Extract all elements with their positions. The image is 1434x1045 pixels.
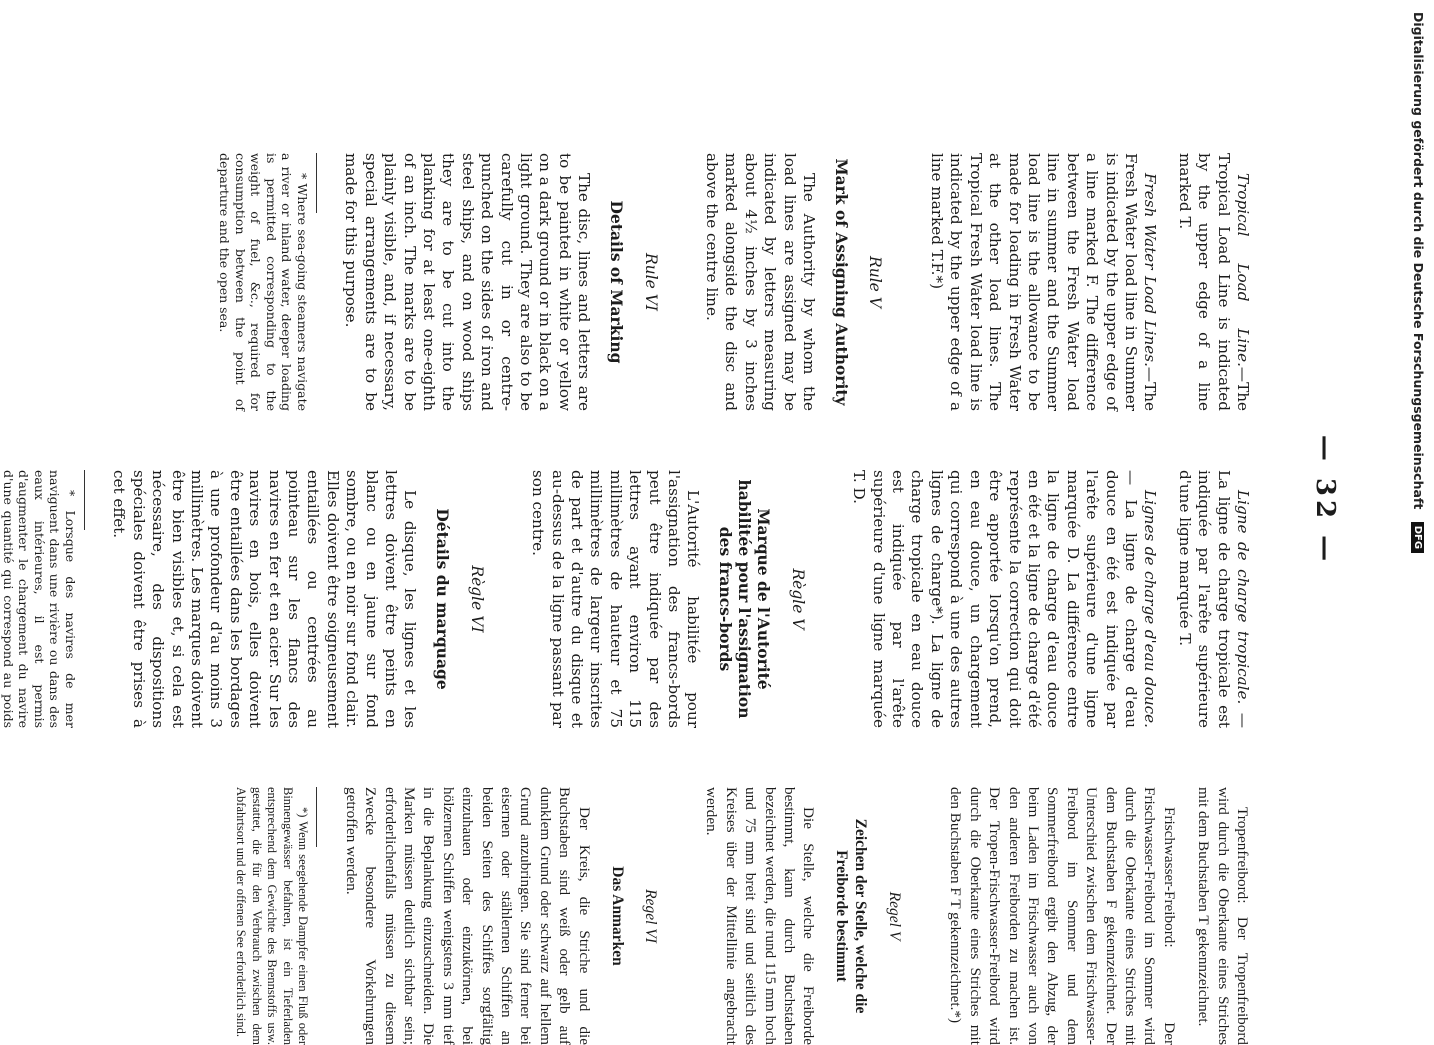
marking-paragraph: The disc, lines and letters are to be painted in white or yellow on a dark ground or in black on a light ground. They are also to be carefully cut in or centre-punched on the sides of iron and steel ships, and on wood ships they are to be cut into the planking for at least one-eighth of an inch. The marks are to be plainly visible, and, if necessary, special arrangements are to be made for this purpose. — [342, 153, 594, 411]
paragraph-text: — La ligne de charge tropicale est indiquée par l'arête supérieure d'une ligne marquée T. — [1175, 470, 1252, 729]
rule-5-label: Rule V — [866, 256, 885, 308]
tropical-load-line-paragraph — [1174, 470, 1252, 728]
paragraph-text: —The Tropical Load Line is indicated by the upper edge of a line marked T. — [1175, 153, 1252, 411]
rule-6-label: Règle VI — [467, 565, 486, 633]
rule-6-label: Rule VI — [641, 252, 660, 312]
rule-5-heading: Marque de l'Autorité habilitée pour l'assignation des francs-bords — [716, 479, 774, 719]
fresh-water-paragraph: Frischwasser-Freibord: Der Frischwasser-Freibord im Sommer wird durch die Oberkante eines Striches mit dem Buchstaben F gekennzeichnet. Der Unterschied zwischen dem Frischwasser-Freibord im Sommer und dem Sommerfreibord ergibt den Abzug, der beim Laden im Frischwasser auch von den anderen Freiborden zu machen ist. Der Tropen-Frischwasser-Freibord wird durch die Oberkante eines Striches mit den Buchstaben F T gekennzeichnet.*) — [947, 787, 1178, 1045]
authority-paragraph: Die Stelle, welche die Freiborde bestimmt, kann durch Buchstaben bezeichnet werden, die rund 115 mm hoch und 75 mm breit sind und seitlich des Kreises über der Mittellinie angebracht werden. — [703, 787, 818, 1045]
authority-paragraph: L'Autorité habilitée pour l'assignation des francs-bords peut être indiquée par des lettres ayant environ 115 millimètres de hauteur et 75 millimètres de largeur inscrites de part et d'autre du disque et au-dessus de la ligne passant par son centre. — [529, 470, 703, 728]
footnote-divider — [84, 470, 85, 530]
fresh-water-paragraph — [927, 153, 1160, 411]
marking-paragraph: Der Kreis, die Striche und die Buchstaben sind weiß oder gelb auf dunklem Grund oder schwarz auf hellem Grund anzubringen. Sie sind ferner bei eisernen oder stählernen Schiffen an beiden Seiten des Schiffes sorgfältig einzuhauen oder einzukörnen, bei hölzernen Schiffen wenigstens 3 mm tief in die Beplankung einzuschneiden. Die Marken müssen deutlich sichtbar sein; erforderlichenfalls müssen zu diesem Zwecke besondere Vorkehrungen getroffen werden. — [342, 787, 593, 1045]
tropical-load-line-paragraph — [1174, 153, 1252, 411]
digitization-credit — [1402, 0, 1432, 1000]
rule-5-heading: Mark of Assigning Authority — [832, 158, 852, 406]
authority-paragraph: The Authority by whom the load lines are assigned may be indicated by letters measuring about 4½ inches by 3 inches marked alongside the disc and above the centre line. — [703, 153, 819, 411]
english-column — [52, 153, 1252, 411]
paragraph-term: Ligne de charge tropicale. — [1234, 490, 1252, 705]
rule-5-label: Regel V — [885, 891, 903, 941]
rule-6-heading: Details of Marking — [607, 200, 627, 364]
paragraph-term: Fresh Water Load Lines. — [1141, 173, 1160, 367]
fresh-water-paragraph — [849, 470, 1160, 728]
rule-5-heading: Zeichen der Stelle, welche die Freiborde bestimmt — [833, 818, 870, 1014]
german-column — [52, 787, 1252, 1045]
dfg-logo: DFG — [1411, 522, 1424, 553]
page-number: — 32 — — [1310, 434, 1340, 566]
french-column — [0, 470, 1252, 729]
rule-6-heading: Das Anmarken — [608, 866, 626, 966]
paragraph-text: —The Fresh Water load line in Summer is indicated by the upper edge of a line marked F. The difference between the Fresh Water load line in summer and the Summer load line is the allowance to be made for loading in Fresh Water at the other load lines. The Tropical Fresh Water load line is indicated by the upper edge of a line marked T.F.*) — [927, 153, 1160, 411]
tropical-load-line-paragraph: Tropenfreibord: Der Tropenfreibord wird durch die Oberkante eines Striches mit dem Buchstaben T gekennzeichnet. — [1195, 787, 1251, 1045]
rule-6-heading: Détails du marquage — [433, 508, 453, 690]
footnote: * Where sea-going steamers navigate a river or inland water, deeper loading is permitted corresponding to the weight of fuel, &c., required for consumption between the point of departure and the open sea. — [217, 153, 310, 411]
footnote: *) Wenn seegehende Dampfer einen Fluß oder Binnengewässer befahren, ist ein Tieferladen entsprechend dem Gewichte des Brennstoffs usw. gestattet, die für den Verbrauch zwischen dem Abfahrtsort und der offenen See erforderlich sind. — [234, 787, 311, 1045]
footnote: * Lorsque des navires de mer naviguent dans une rivière ou dans des eaux intérieures, il est permis d'augmenter le chargement du navire d'une quantité qui correspond au poids — [0, 470, 78, 728]
paragraph-term: Tropical Load Line. — [1234, 173, 1252, 367]
credit-text: Digitalisierung gefördert durch die Deutsche Forschungsgemeinschaft — [1411, 12, 1426, 510]
rule-5-label: Règle V — [788, 568, 807, 630]
footnote-divider — [316, 153, 317, 213]
paragraph-term: Lignes de charge d'eau douce. — [1141, 490, 1160, 728]
paragraph-text: — La ligne de charge d'eau douce en été est indiquée par l'arête supérieure d'une ligne marquée D. La différence entre la ligne de charge d'eau douce en été et la ligne de charge d'été représente la correction qui doit être apportée lorsqu'on prend, en eau douce, un chargement qui correspond à une des autres lignes de charge*). La ligne de charge tropicale en eau douce est indiquée par l'arête supérieure d'une ligne marquée T. D. — [850, 470, 1140, 728]
marking-paragraph: Le disque, les lignes et les lettres doivent être peints en blanc ou en jaune sur fond sombre, ou en noir sur fond clair. Elles doivent être soigneusement entaillées ou centrées au pointeau sur les flancs des navires en fer et en acier. Sur les navires en bois, elles doivent être entaillées dans les bordages à une profondeur d'au moins 3 millimètres. Les marques doivent être bien visibles et, si cela est nécessaire, des dispositions spéciales doivent être prises à cet effet. — [110, 470, 420, 728]
footnote-divider — [316, 787, 317, 847]
rule-6-label: Regel VI — [642, 889, 660, 943]
